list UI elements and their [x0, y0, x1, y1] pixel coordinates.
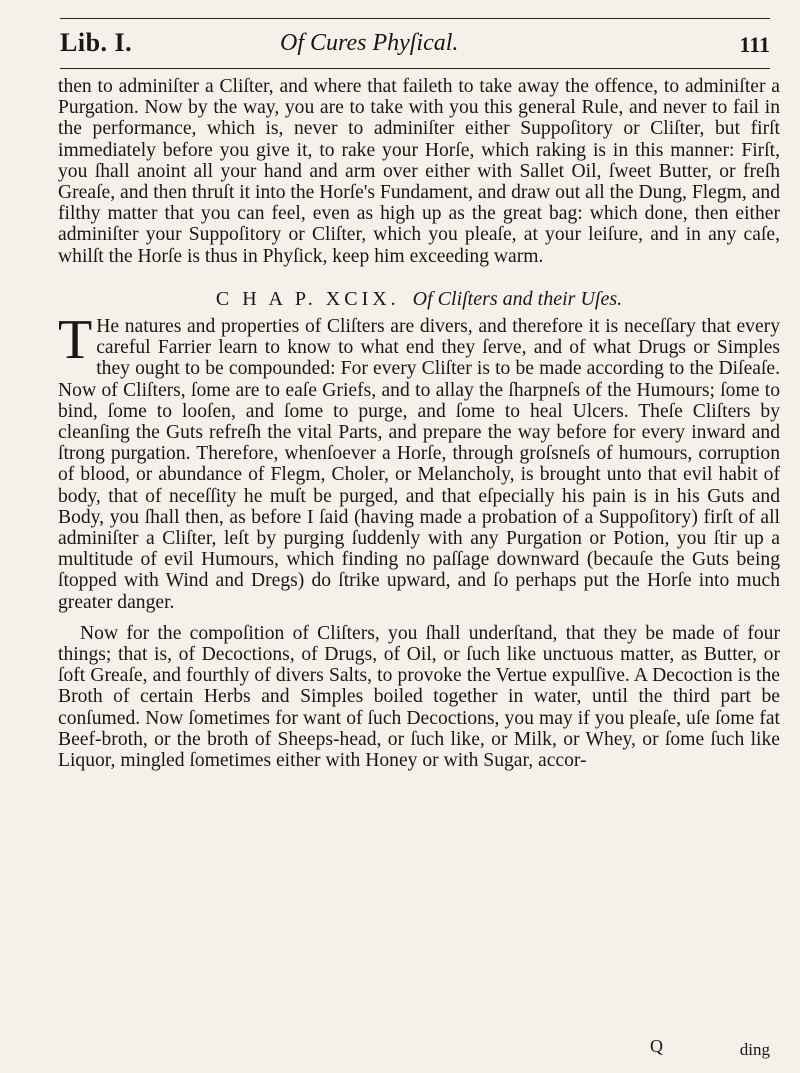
book-number: Lib. I. — [60, 28, 133, 57]
running-title: Of Cures Phyſical. — [280, 30, 459, 56]
paragraph-natures — [58, 309, 780, 613]
page-footer — [650, 1036, 770, 1060]
chapter-title: Of Cliſters and their Uſes. — [412, 287, 623, 310]
body-text — [58, 76, 780, 771]
paragraph-natures-text: He natures and properties of Cliſters are divers, and therefore it is neceſſary that every careful Farrier learn to know to what end they ſerve, and of what Drugs or Simples they ought to be compounded: For every Cliſter is to be made according to the Diſeaſe. Now of Cliſters, ſome are to eaſe Griefs, and to allay the ſharpneſs of the Humours; ſome to bind, ſome to looſen, and ſome to purge, and ſome to heal Ulcers. Theſe Cliſters by cleanſing the Guts refreſh the vital Parts, and prepare the way before for every inward and ſtrong purgation. Therefore, whenſoever a Horſe, through groſsneſs of humours, corruption of blood, or abundance of Flegm, Choler, or Melancholy, is brought unto that evil habit of body, that of neceſſity he muſt be purged, and that eſpecially his pain is in his Guts and Body, you ſhall then, as before I ſaid (having made a probation of a Suppoſitory) firſt of all adminiſter a Cliſter, leſt by purging ſuddenly with any Purgation or Potion, you ſtir up a multitude of evil Humours, which finding no paſſage downward (becauſe the Guts being ſtopped with Wind and Dregs) do ſtrike upward, and ſo perhaps put the Horſe into much greater danger. — [58, 316, 780, 613]
running-header — [60, 28, 770, 68]
paragraph-composition: Now for the compoſition of Cliſters, you ſhall underſtand, that they be made of four things; that is, of Decoctions, of Drugs, of Oil, or ſuch like unctuous matter, as Butter, or ſoft Greaſe, and fourthly of divers Salts, to provoke the Vertue expulſive. A Decoction is the Broth of certain Herbs and Simples boiled together in water, until the third part be conſumed. Now ſometimes for want of ſuch Decoctions, you may if you pleaſe, uſe ſome fat Beef-broth, or the broth of Sheeps-head, or ſuch like, or Milk, or Whey, or ſome ſuch like Liquor, mingled ſometimes either with Honey or with Sugar, accor- — [58, 622, 780, 772]
catchword: ding — [739, 1040, 770, 1059]
chapter-heading — [58, 289, 780, 310]
drop-cap: T — [58, 309, 93, 372]
top-rule — [60, 18, 770, 19]
page-number: 111 — [739, 32, 770, 57]
paragraph-continuation: then to adminiſter a Cliſter, and where that faileth to take away the offence, to adminiſter a Purgation. Now by the way, you are to take with you this general Rule, and never to fail in the performance, which is, never to adminiſter either Suppoſitory or Cliſter, but firſt immediately before you give it, to rake your Horſe, which raking is in this manner: Firſt, you ſhall anoint all your hand and arm over either with Sallet Oil, ſweet Butter, or freſh Greaſe, and then thruſt it into the Horſe's Fundament, and draw out all the Dung, Flegm, and filthy matter that you can feel, even as high up as the great bag: which done, then either adminiſter your Suppoſitory or Cliſter, which you pleaſe, at your leiſure, and in any caſe, whilſt the Horſe is thus in Phyſick, keep him exceeding warm. — [58, 76, 780, 267]
header-rule — [60, 68, 770, 69]
signature-mark: Q — [650, 1036, 663, 1056]
chapter-label: C H A P. XCIX. — [215, 287, 400, 310]
